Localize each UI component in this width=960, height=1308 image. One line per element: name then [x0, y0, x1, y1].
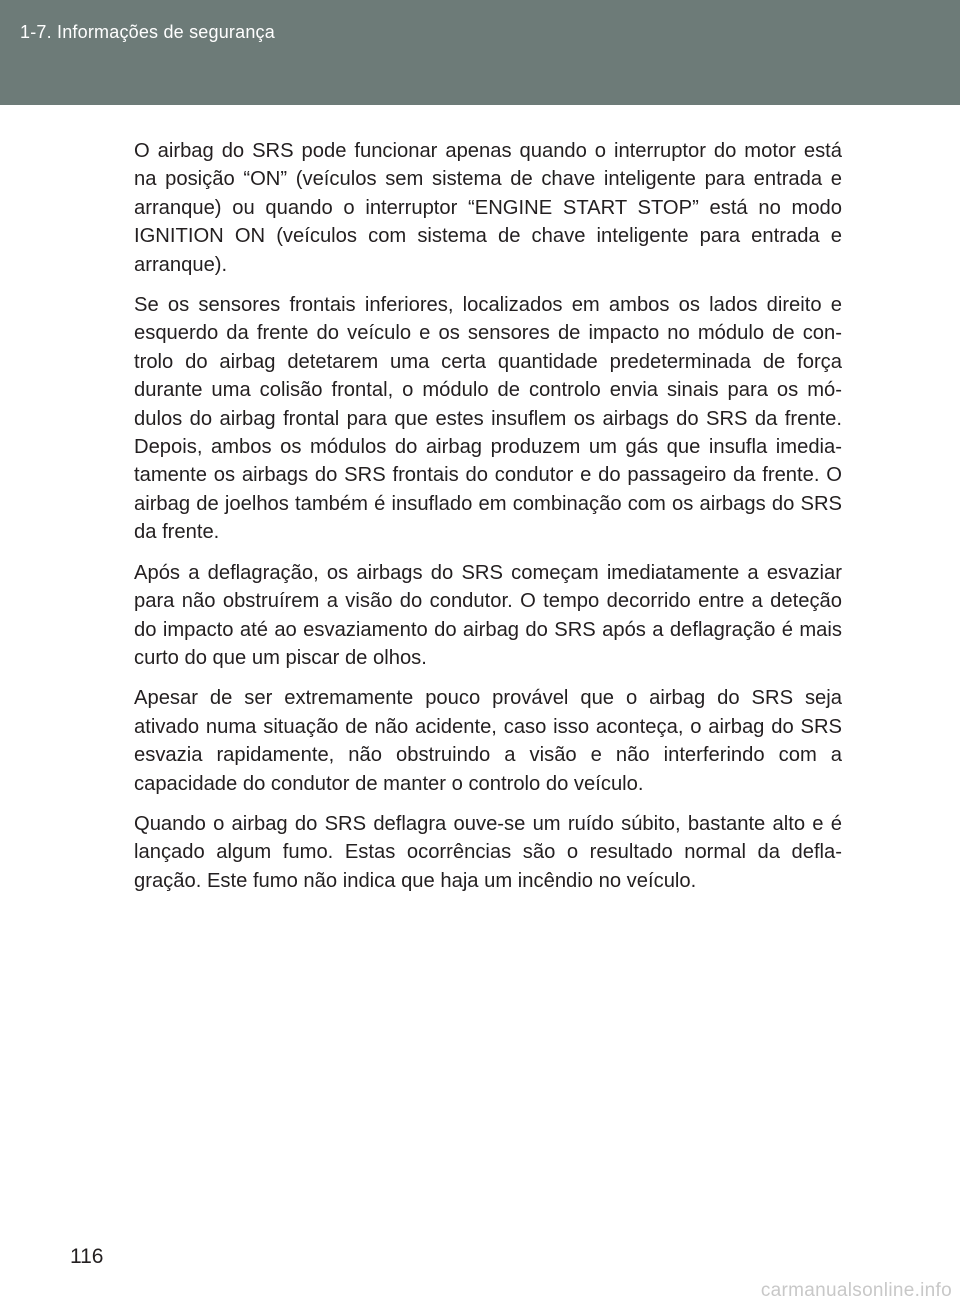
- paragraph-srs-activation: O airbag do SRS pode funcionar apenas quando o interruptor do motor está na posição “ON” (veículos sem sistema de chave inteligente para entrada e arranque) ou quando o interruptor “ENGINE START STOP” está no modo IGNITION ON (veículos com sistema de chave inteligente para entrada e arranque).: [134, 140, 842, 276]
- watermark: carmanualsonline.info: [760, 1280, 952, 1301]
- paragraph-non-accident: Apesar de ser extremamente pouco provável que o airbag do SRS seja ativado numa situação de não acidente, caso isso aconteça, o airbag do SRS esvazia rapidamente, não obstruindo a visão e não interferindo com a capacidade do condutor de manter o controlo do veículo.: [134, 687, 842, 795]
- paragraph-deflation: Após a deflagração, os airbags do SRS começam imediatamente a esvaziar para não obstruírem a visão do condutor. O tempo decorrido entre a deteção do impacto até ao esvaziamento do airbag do SRS após a deflagração é mais curto do que um piscar de olhos.: [134, 561, 842, 669]
- section-header-band: [0, 0, 960, 105]
- page-number: 116: [70, 1245, 104, 1268]
- paragraph-noise-smoke: Quando o airbag do SRS deflagra ouve-se um ruído súbito, bastante alto e é lançado algum fumo. Estas ocorrências são o resultado normal da deflagração. Este fumo não indica que haja um incêndio no veículo.: [134, 812, 842, 892]
- section-title: 1-7. Informações de segurança: [20, 22, 275, 42]
- body-text: [134, 137, 842, 907]
- paragraph-frontal-sensors: Se os sensores frontais inferiores, localizados em ambos os lados direito e esquerdo da frente do veículo e os sensores de impacto no módulo de controlo do airbag detetarem uma certa quantidade predeterminada de força durante uma colisão frontal, o módulo de controlo envia sinais para os módulos do airbag frontal para que estes insuflem os airbags do SRS da frente. Depois, ambos os módulos do airbag produzem um gás que insufla imediatamente os airbags do SRS frontais do condutor e do passageiro da frente. O airbag de joelhos também é insuflado em combinação com os airbags do SRS da frente.: [134, 294, 842, 544]
